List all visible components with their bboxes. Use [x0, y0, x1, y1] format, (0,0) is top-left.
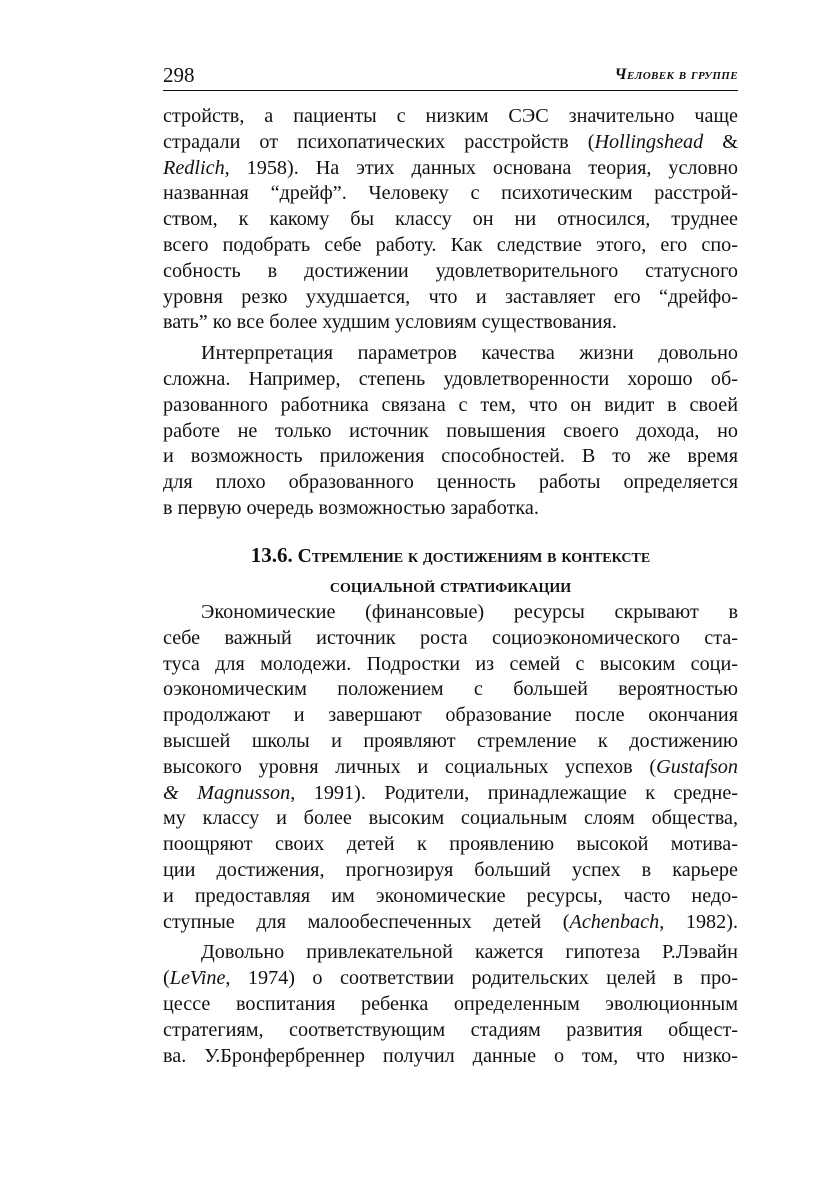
text-line: му классу и более высоким социальным слоям общества,	[163, 807, 738, 830]
text-line: для плохо образованного ценность работы определяется	[163, 471, 738, 494]
text-line: Довольно привлекательной кажется гипотеза Р.Лэвайн	[201, 941, 738, 964]
text-line: вать” ко все более худшим условиям существования.	[163, 311, 617, 334]
section-heading-line	[163, 540, 738, 572]
text-line: себе важный источник роста социоэкономического ста-	[163, 626, 738, 649]
text-span: (	[163, 967, 170, 990]
text-line: оэкономическим положением с большей вероятностью	[163, 678, 738, 701]
paragraph-drift-theory	[163, 104, 738, 336]
text-line: продолжают и завершают образование после окончания	[163, 704, 738, 727]
section-title-continued: социальной стратификации	[329, 576, 572, 597]
citation-author: Redlich	[163, 156, 225, 179]
text-block-bottom	[163, 600, 738, 1069]
text-line: ством, к какому бы классу он ни относился, труднее	[163, 208, 738, 231]
text-line: сложна. Например, степень удовлетворенности хорошо об-	[163, 367, 738, 390]
text-line: Экономические (финансовые) ресурсы скрывают в	[201, 601, 738, 623]
text-line: работе не только источник повышения своего дохода, но	[163, 419, 738, 442]
text-span: , 1974) о соответствии родительских целей в про-	[225, 967, 738, 990]
text-span: , 1991). Родители, принадлежащие к средне-	[290, 781, 738, 804]
text-line: ва. У.Бронфербреннер получил данные о том, что низко-	[163, 1044, 738, 1067]
citation-author: Achenbach	[569, 910, 660, 933]
paragraph-quality-of-life	[163, 341, 738, 522]
text-line: цессе воспитания ребенка определенным эволюционным	[163, 992, 738, 1015]
text-line	[163, 156, 738, 182]
text-line: стройств, а пациенты с низким СЭС значительно чаще	[163, 105, 738, 127]
text-line: всего подобрать себе работу. Как следствие этого, его спо-	[163, 233, 738, 256]
text-span: &	[703, 130, 738, 153]
text-line: стратегиям, соответствующим стадиям развития общест-	[163, 1018, 738, 1041]
citation-author: Gustafson	[656, 755, 738, 778]
text-line	[163, 781, 738, 807]
text-span: страдали от психопатических расстройств (	[163, 130, 595, 153]
text-line	[163, 910, 738, 936]
running-title: Человек в группе	[614, 66, 738, 83]
text-span: , 1982).	[659, 910, 738, 933]
text-line: уровня резко ухудшается, что и заставляет его “дрейфо-	[163, 285, 738, 308]
citation-author: Hollingshead	[594, 130, 704, 153]
section-number: 13.6.	[250, 543, 293, 567]
paragraph-economic-resources	[163, 600, 738, 935]
text-line: туса для молодежи. Подростки из семей с высоким соци-	[163, 652, 738, 675]
text-span: ступные для малообеспеченных детей (	[163, 910, 570, 933]
text-span: высокого уровня личных и социальных успехов (	[163, 755, 657, 778]
text-line: и возможность приложения способностей. В то же время	[163, 445, 738, 468]
text-line	[163, 130, 738, 156]
section-heading	[163, 540, 738, 602]
text-line: собность в достижении удовлетворительного статусного	[163, 259, 738, 282]
section-title: Стремление к достижениям в контексте	[297, 546, 651, 567]
text-span: , 1958). На этих данных основана теория, условно	[224, 156, 738, 179]
citation-author: & Magnusson	[163, 781, 291, 804]
citation-author: LeVine	[169, 967, 226, 990]
text-line: в первую очередь возможностью заработка.	[163, 496, 539, 519]
text-line: поощряют своих детей к проявлению высокой мотива-	[163, 833, 738, 856]
page-number: 298	[163, 63, 195, 87]
text-line: разованного работника связана с тем, что он видит в своей	[163, 393, 738, 416]
paragraph-levine-hypothesis	[163, 940, 738, 1069]
running-head	[163, 60, 738, 91]
text-line: высшей школы и проявляют стремление к достижению	[163, 729, 738, 752]
text-block-top	[163, 104, 738, 522]
text-line: ции достижения, прогнозируя больший успех в карьере	[163, 858, 738, 881]
text-line	[163, 966, 738, 992]
text-line	[163, 755, 738, 781]
text-line: и предоставляя им экономические ресурсы, часто недо-	[163, 884, 738, 907]
text-line: Интерпретация параметров качества жизни довольно	[201, 342, 738, 365]
text-line: названная “дрейф”. Человеку с психотическим расстрой-	[163, 182, 738, 205]
